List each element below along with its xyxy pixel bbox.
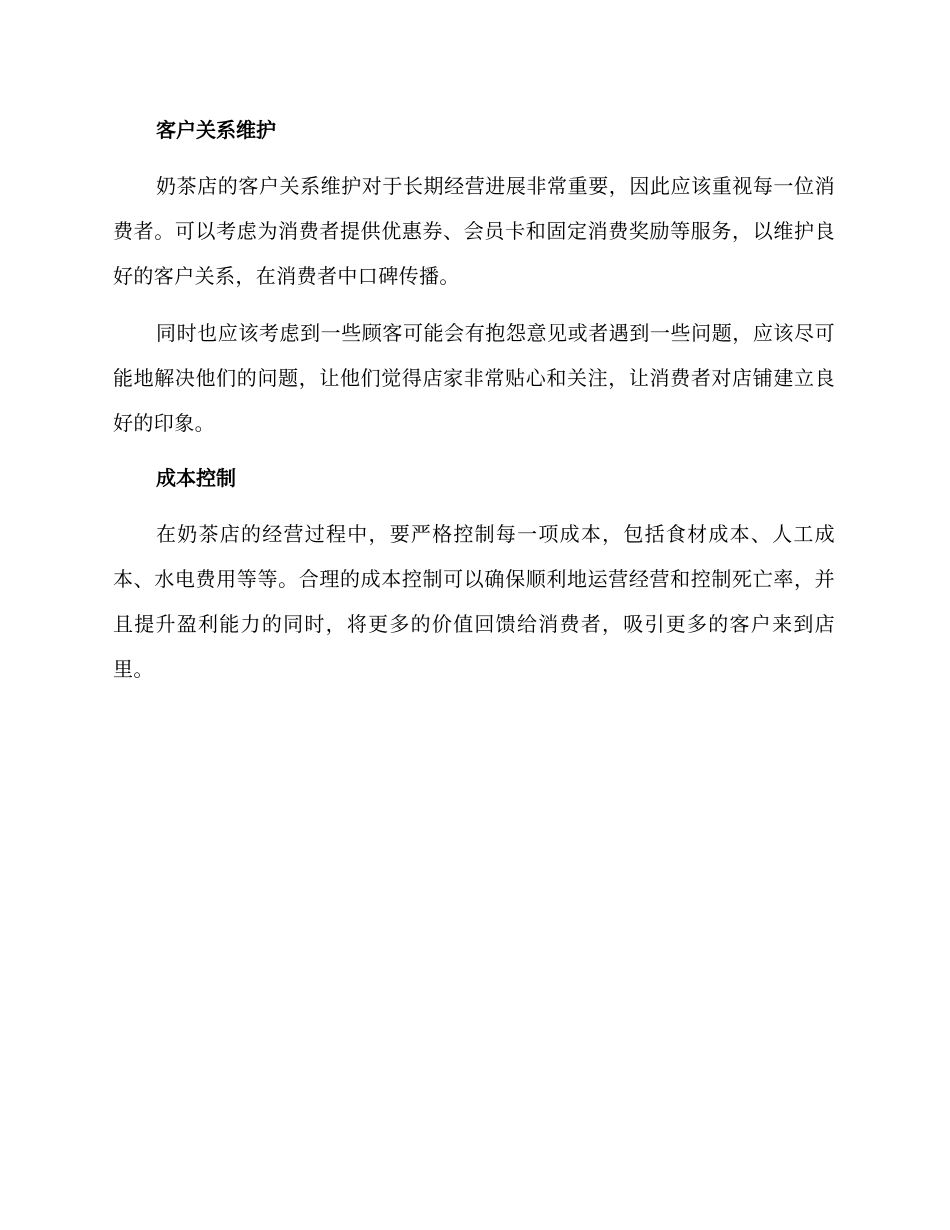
section-heading-customer-relations: 客户关系维护 (156, 118, 276, 142)
paragraph-customer-relations-2: 同时也应该考虑到一些顾客可能会有抱怨意见或者遇到一些问题，应该尽可能地解决他们的问题，让他们觉得店家非常贴心和关注，让消费者对店铺建立良好的印象。 (113, 321, 835, 435)
document-page (113, 110, 835, 692)
paragraph-cost-control-1: 在奶茶店的经营过程中，要严格控制每一项成本，包括食材成本、人工成本、水电费用等等。合理的成本控制可以确保顺利地运营经营和控制死亡率，并且提升盈利能力的同时，将更多的价值回馈给消费者，吸引更多的客户来到店里。 (113, 522, 835, 681)
section-heading-cost-control: 成本控制 (156, 466, 236, 490)
paragraph-customer-relations-1: 奶茶店的客户关系维护对于长期经营进展非常重要，因此应该重视每一位消费者。可以考虑为消费者提供优惠券、会员卡和固定消费奖励等服务，以维护良好的客户关系，在消费者中口碑传播。 (113, 174, 835, 288)
